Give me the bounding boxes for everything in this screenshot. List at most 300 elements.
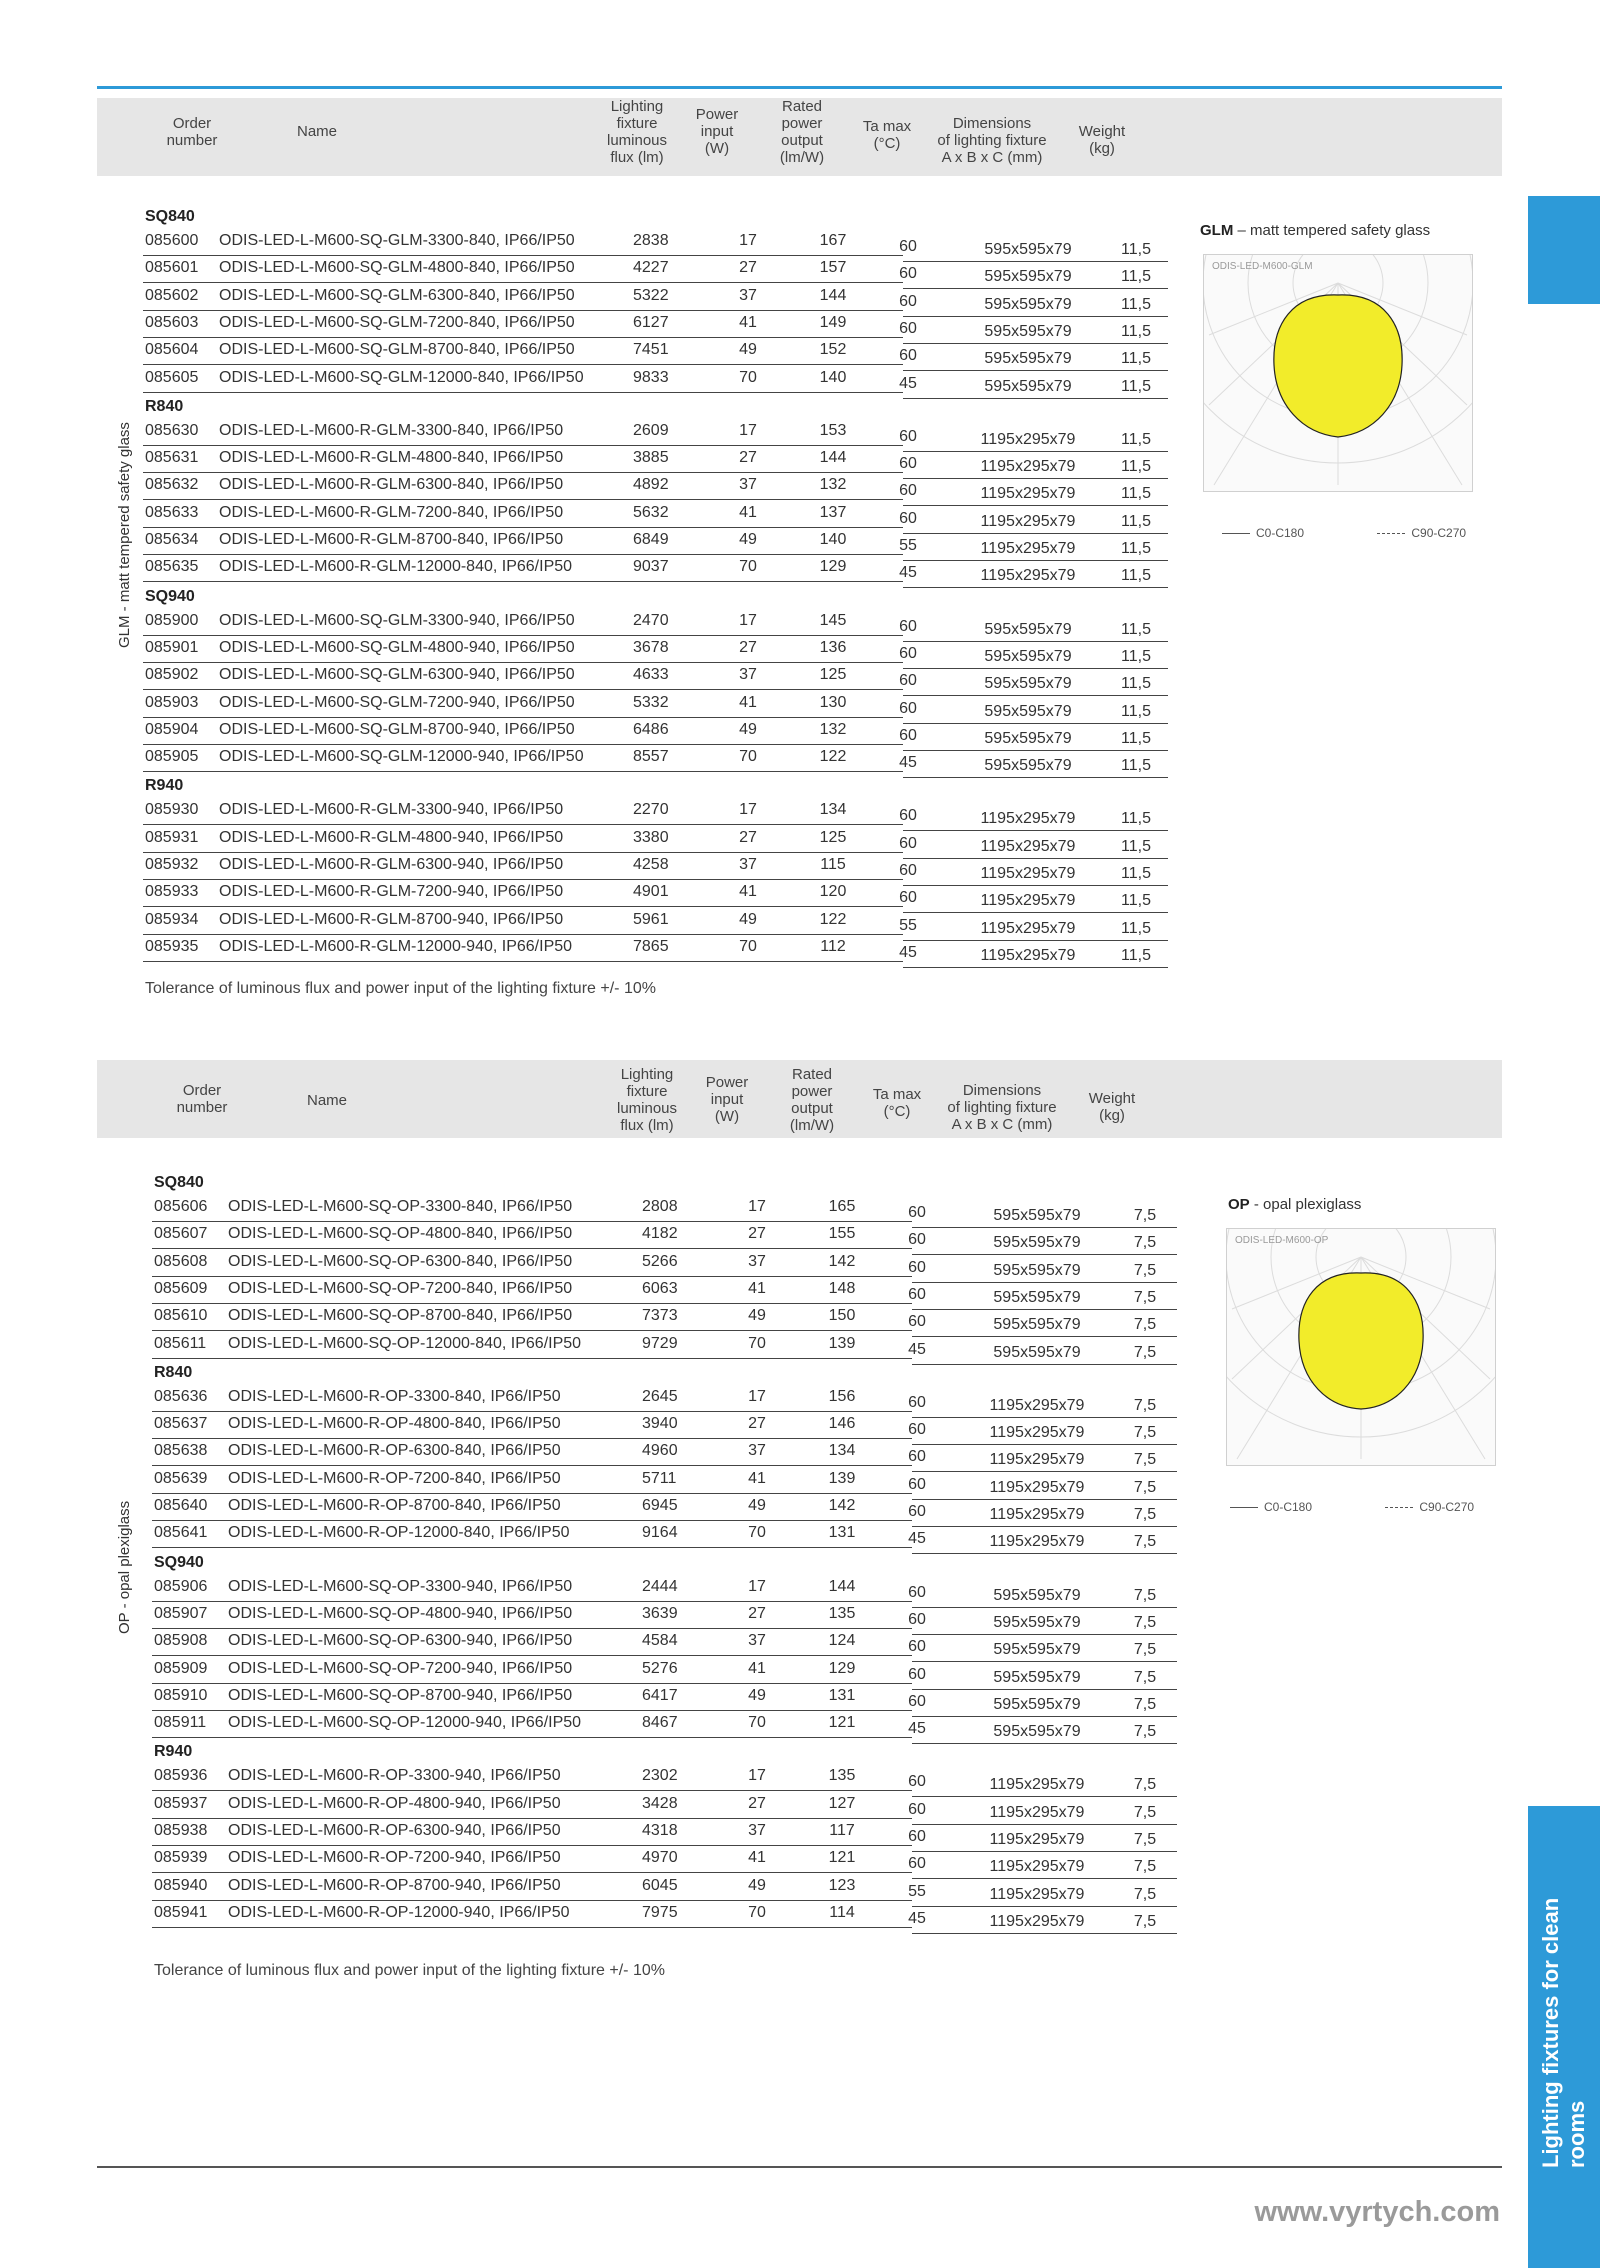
product-name: ODIS-LED-L-M600-SQ-OP-12000-840, IP66/IP50 xyxy=(228,1334,582,1352)
rated-output: 139 xyxy=(828,1334,856,1352)
table-row xyxy=(143,694,1168,721)
rated-output: 144 xyxy=(819,286,847,304)
weight: 7,5 xyxy=(1133,1506,1157,1523)
dimensions: 1195x295x79 xyxy=(989,1424,1085,1442)
table-row xyxy=(152,1307,1177,1334)
row-divider xyxy=(143,906,903,907)
group-title: R940 xyxy=(154,1743,193,1761)
dimensions: 595x595x79 xyxy=(993,1316,1081,1334)
table-row xyxy=(143,232,1168,259)
product-name: ODIS-LED-L-M600-SQ-GLM-12000-840, IP66/IP50 xyxy=(219,368,584,386)
luminous-flux: 5276 xyxy=(642,1659,678,1677)
product-name: ODIS-LED-L-M600-R-GLM-12000-940, IP66/IP50 xyxy=(219,937,573,955)
weight: 11,5 xyxy=(1121,810,1151,828)
power-input: 70 xyxy=(739,558,757,576)
row-divider xyxy=(152,1790,912,1791)
product-name: ODIS-LED-L-M600-SQ-OP-6300-840, IP66/IP50 xyxy=(228,1252,573,1270)
op-legend-c0: C0-C180 xyxy=(1264,1500,1313,1514)
th-flux-l3: luminous xyxy=(616,1100,678,1117)
table-row xyxy=(152,1253,1177,1280)
glm-side-label: GLM - matt tempered safety glass xyxy=(116,422,133,648)
th-flux-l4: flux (lm) xyxy=(620,1117,674,1134)
rated-output: 132 xyxy=(819,720,847,738)
dimensions: 1195x295x79 xyxy=(980,485,1076,503)
row-divider xyxy=(912,1553,1177,1554)
dimensions: 1195x295x79 xyxy=(980,946,1076,964)
power-input: 17 xyxy=(739,421,757,439)
power-input: 41 xyxy=(748,1469,766,1487)
ta-max: 45 xyxy=(908,1720,926,1738)
rated-output: 121 xyxy=(828,1849,856,1867)
weight: 11,5 xyxy=(1121,241,1151,258)
power-input: 70 xyxy=(739,368,757,386)
luminous-flux: 9037 xyxy=(633,558,669,576)
rated-output: 135 xyxy=(828,1767,856,1785)
table-row xyxy=(143,504,1168,531)
ta-max: 60 xyxy=(908,1692,926,1710)
weight: 7,5 xyxy=(1133,1316,1157,1334)
ta-max: 60 xyxy=(908,1231,926,1249)
th-ta-l2: (°C) xyxy=(883,1103,911,1120)
luminous-flux: 6417 xyxy=(642,1686,678,1704)
dimensions: 1195x295x79 xyxy=(980,837,1076,855)
row-divider xyxy=(152,1710,912,1711)
rated-output: 130 xyxy=(819,693,847,711)
order-number: 085941 xyxy=(154,1903,208,1921)
rated-output: 121 xyxy=(828,1714,856,1732)
dimensions: 1195x295x79 xyxy=(989,1533,1085,1551)
weight: 7,5 xyxy=(1133,1613,1157,1631)
table-row xyxy=(152,1524,1177,1551)
glm-diagram-code: GLM xyxy=(1200,222,1234,239)
rated-output: 145 xyxy=(819,611,847,629)
rated-output: 142 xyxy=(828,1252,856,1270)
row-divider xyxy=(143,499,903,500)
weight: 7,5 xyxy=(1133,1288,1157,1306)
dimensions: 1195x295x79 xyxy=(989,1451,1085,1469)
th-ta xyxy=(852,118,922,152)
order-number: 085939 xyxy=(154,1849,208,1867)
power-input: 41 xyxy=(748,1659,766,1677)
order-number: 085907 xyxy=(154,1604,208,1622)
order-number: 085934 xyxy=(145,910,199,928)
glm-legend-c90: C90-C270 xyxy=(1411,526,1467,540)
row-divider xyxy=(152,1872,912,1873)
rated-output: 114 xyxy=(829,1903,855,1921)
luminous-flux: 2302 xyxy=(642,1767,678,1785)
luminous-flux: 2609 xyxy=(633,421,669,439)
row-divider xyxy=(143,310,903,311)
legend-dashed-line-icon xyxy=(1377,533,1405,534)
weight: 7,5 xyxy=(1133,1478,1157,1496)
ta-max: 60 xyxy=(899,807,917,825)
dimensions: 595x595x79 xyxy=(993,1695,1081,1713)
group-title: R840 xyxy=(154,1363,193,1381)
rated-output: 136 xyxy=(819,638,847,656)
row-divider xyxy=(143,824,903,825)
product-name: ODIS-LED-L-M600-R-OP-6300-940, IP66/IP50 xyxy=(228,1822,561,1839)
top-rule xyxy=(97,86,1502,89)
table-row xyxy=(143,612,1168,639)
power-input: 17 xyxy=(748,1577,766,1595)
luminous-flux: 8557 xyxy=(633,748,669,766)
th-power-l3: (W) xyxy=(714,1108,740,1125)
power-input: 41 xyxy=(748,1279,766,1297)
rated-output: 115 xyxy=(820,856,846,873)
weight: 11,5 xyxy=(1121,729,1151,747)
luminous-flux: 4227 xyxy=(633,259,669,277)
row-divider xyxy=(143,879,903,880)
dimensions: 1195x295x79 xyxy=(980,567,1076,585)
rated-output: 139 xyxy=(828,1469,856,1487)
rated-output: 167 xyxy=(819,232,847,249)
product-name: ODIS-LED-L-M600-R-GLM-8700-940, IP66/IP50 xyxy=(219,910,564,928)
luminous-flux: 8467 xyxy=(642,1714,678,1732)
rated-output: 125 xyxy=(819,666,847,684)
weight: 11,5 xyxy=(1121,647,1151,665)
table-row xyxy=(152,1849,1177,1876)
rated-output: 135 xyxy=(828,1604,856,1622)
rated-output: 140 xyxy=(819,368,847,386)
glm-tolerance-note: Tolerance of luminous flux and power input of the lighting fixture +/- 10% xyxy=(145,980,656,997)
table-row xyxy=(152,1335,1177,1362)
th-power-l3: (W) xyxy=(704,140,730,157)
rated-output: 150 xyxy=(828,1307,856,1325)
ta-max: 60 xyxy=(899,319,917,337)
th-power-l1: Power xyxy=(695,106,739,123)
op-diagram-code: OP xyxy=(1228,1196,1250,1213)
weight: 11,5 xyxy=(1121,757,1151,775)
dimensions: 595x595x79 xyxy=(984,377,1072,395)
row-divider xyxy=(143,771,903,772)
power-input: 27 xyxy=(739,828,757,846)
order-number: 085901 xyxy=(145,638,199,656)
weight: 7,5 xyxy=(1133,1533,1157,1551)
luminous-flux: 4182 xyxy=(642,1225,678,1243)
row-divider xyxy=(143,554,903,555)
luminous-flux: 9833 xyxy=(633,368,669,386)
dimensions: 595x595x79 xyxy=(993,1288,1081,1306)
dimensions: 595x595x79 xyxy=(984,675,1072,693)
luminous-flux: 2808 xyxy=(642,1198,678,1215)
power-input: 49 xyxy=(739,531,757,548)
power-input: 37 xyxy=(739,476,757,494)
op-diagram-title xyxy=(1228,1196,1361,1213)
order-number: 085640 xyxy=(154,1497,208,1514)
product-name: ODIS-LED-L-M600-SQ-GLM-3300-940, IP66/IP50 xyxy=(219,611,575,629)
group-title: R940 xyxy=(145,777,184,795)
table-header-glm xyxy=(97,98,1502,176)
weight: 11,5 xyxy=(1121,567,1151,585)
rated-output: 120 xyxy=(819,883,847,901)
weight: 11,5 xyxy=(1121,350,1151,368)
ta-max: 60 xyxy=(899,834,917,852)
order-number: 085936 xyxy=(154,1767,208,1785)
table-row xyxy=(152,1714,1177,1741)
ta-max: 60 xyxy=(908,1313,926,1331)
rated-output: 149 xyxy=(819,313,847,331)
luminous-flux: 5961 xyxy=(633,910,669,928)
side-tab-top xyxy=(1528,196,1600,304)
product-name: ODIS-LED-L-M600-SQ-OP-12000-940, IP66/IP50 xyxy=(228,1714,582,1732)
luminous-flux: 6063 xyxy=(642,1279,678,1297)
order-number: 085903 xyxy=(145,693,199,711)
order-number: 085606 xyxy=(154,1198,208,1215)
th-dims-l1: Dimensions xyxy=(952,115,1032,132)
op-side-label: OP - opal plexiglass xyxy=(116,1500,133,1634)
dimensions: 1195x295x79 xyxy=(980,512,1076,530)
row-divider xyxy=(143,282,903,283)
ta-max: 60 xyxy=(899,427,917,445)
power-input: 70 xyxy=(748,1524,766,1542)
rated-output: 144 xyxy=(819,449,847,467)
ta-max: 45 xyxy=(908,1530,926,1548)
row-divider xyxy=(903,777,1168,778)
th-power xyxy=(697,1074,757,1125)
power-input: 70 xyxy=(748,1903,766,1921)
product-name: ODIS-LED-L-M600-SQ-GLM-6300-840, IP66/IP50 xyxy=(219,286,575,304)
glm-table xyxy=(143,208,1168,1008)
product-name: ODIS-LED-L-M600-SQ-OP-7200-940, IP66/IP50 xyxy=(228,1659,573,1677)
rated-output: 125 xyxy=(819,828,847,846)
table-row xyxy=(152,1660,1177,1687)
order-number: 085632 xyxy=(145,476,199,494)
dimensions: 1195x295x79 xyxy=(980,430,1076,448)
table-row xyxy=(143,856,1168,883)
th-order-l2: number xyxy=(176,1099,228,1116)
ta-max: 45 xyxy=(899,374,917,392)
th-flux-l2: fixture xyxy=(616,115,658,132)
row-divider xyxy=(143,527,903,528)
ta-max: 60 xyxy=(899,699,917,717)
table-row xyxy=(143,883,1168,910)
dimensions: 595x595x79 xyxy=(993,1261,1081,1279)
bottom-rule xyxy=(97,2166,1502,2168)
power-input: 37 xyxy=(739,666,757,684)
dimensions: 595x595x79 xyxy=(984,729,1072,747)
weight: 7,5 xyxy=(1133,1234,1157,1252)
product-name: ODIS-LED-L-M600-R-GLM-4800-940, IP66/IP50 xyxy=(219,828,564,846)
rated-output: 153 xyxy=(819,421,847,439)
row-divider xyxy=(912,1364,1177,1365)
luminous-flux: 3885 xyxy=(633,449,669,467)
luminous-flux: 3380 xyxy=(633,828,669,846)
dimensions: 1195x295x79 xyxy=(980,865,1076,882)
rated-output: 117 xyxy=(829,1822,855,1839)
power-input: 41 xyxy=(739,313,757,331)
product-name: ODIS-LED-L-M600-R-GLM-12000-840, IP66/IP50 xyxy=(219,558,573,576)
th-rated-l2: power xyxy=(781,115,823,132)
ta-max: 45 xyxy=(908,1340,926,1358)
row-divider xyxy=(152,1601,912,1602)
side-tab-line1: Lighting fixtures for clean xyxy=(1538,1897,1563,2168)
side-tab-text xyxy=(1538,1898,1590,2168)
dimensions: 1195x295x79 xyxy=(989,1506,1085,1523)
op-legend xyxy=(1230,1500,1474,1514)
order-number: 085608 xyxy=(154,1252,208,1270)
dimensions: 595x595x79 xyxy=(993,1343,1081,1361)
luminous-flux: 2645 xyxy=(642,1387,678,1405)
rated-output: 129 xyxy=(828,1659,856,1677)
th-ta-l2: (°C) xyxy=(873,135,901,152)
table-row xyxy=(152,1877,1177,1904)
rated-output: 148 xyxy=(828,1279,856,1297)
op-diagram-desc: - opal plexiglass xyxy=(1249,1196,1362,1213)
th-ta-l1: Ta max xyxy=(872,1086,922,1103)
row-divider xyxy=(143,445,903,446)
luminous-flux: 4258 xyxy=(633,856,669,873)
weight: 7,5 xyxy=(1133,1803,1157,1821)
product-name: ODIS-LED-L-M600-SQ-OP-8700-940, IP66/IP50 xyxy=(228,1686,573,1704)
row-divider xyxy=(912,1933,1177,1934)
power-input: 37 xyxy=(739,856,757,873)
rated-output: 123 xyxy=(828,1876,856,1894)
weight: 7,5 xyxy=(1133,1723,1157,1741)
th-rated xyxy=(767,98,837,166)
op-polar-graph xyxy=(1227,1229,1495,1465)
table-header-op xyxy=(97,1060,1502,1138)
ta-max: 60 xyxy=(899,726,917,744)
op-legend-c90: C90-C270 xyxy=(1419,1500,1475,1514)
order-number: 085611 xyxy=(154,1334,207,1352)
th-rated-l4: (lm/W) xyxy=(789,1117,835,1134)
luminous-flux: 2838 xyxy=(633,232,669,249)
weight: 11,5 xyxy=(1121,540,1151,557)
weight: 11,5 xyxy=(1121,377,1151,395)
product-name: ODIS-LED-L-M600-R-GLM-7200-940, IP66/IP50 xyxy=(219,883,564,901)
weight: 11,5 xyxy=(1121,458,1151,476)
dimensions: 595x595x79 xyxy=(984,620,1072,638)
row-divider xyxy=(152,1276,912,1277)
luminous-flux: 6045 xyxy=(642,1876,678,1894)
op-table xyxy=(152,1174,1177,1974)
luminous-flux: 4960 xyxy=(642,1442,678,1460)
dimensions: 595x595x79 xyxy=(984,647,1072,665)
luminous-flux: 4970 xyxy=(642,1849,678,1867)
ta-max: 60 xyxy=(899,672,917,690)
th-rated-l3: output xyxy=(781,132,823,149)
th-dims-l2: of lighting fixture xyxy=(947,1099,1057,1116)
rated-output: 134 xyxy=(828,1442,856,1460)
table-row xyxy=(143,666,1168,693)
order-number: 085638 xyxy=(154,1442,208,1460)
luminous-flux: 9164 xyxy=(642,1524,678,1542)
weight: 7,5 xyxy=(1133,1261,1157,1279)
dimensions: 1195x295x79 xyxy=(989,1858,1085,1876)
ta-max: 60 xyxy=(908,1828,926,1845)
table-row xyxy=(143,341,1168,368)
product-name: ODIS-LED-L-M600-R-OP-8700-840, IP66/IP50 xyxy=(228,1497,561,1514)
ta-max: 60 xyxy=(908,1855,926,1873)
row-divider xyxy=(143,364,903,365)
table-row xyxy=(152,1605,1177,1632)
luminous-flux: 6849 xyxy=(633,531,669,548)
th-flux xyxy=(592,98,682,166)
power-input: 37 xyxy=(748,1252,766,1270)
row-divider xyxy=(152,1221,912,1222)
dimensions: 595x595x79 xyxy=(984,757,1072,775)
ta-max: 60 xyxy=(899,482,917,500)
power-input: 70 xyxy=(748,1714,766,1732)
row-divider xyxy=(143,961,903,962)
group-title: SQ940 xyxy=(145,587,195,605)
power-input: 17 xyxy=(739,801,757,819)
order-number: 085908 xyxy=(154,1632,208,1650)
rated-output: 146 xyxy=(828,1415,856,1433)
glm-intensity-shape xyxy=(1274,295,1402,437)
rated-output: 122 xyxy=(819,748,847,766)
dimensions: 1195x295x79 xyxy=(989,1396,1085,1414)
order-number: 085932 xyxy=(145,856,199,873)
power-input: 27 xyxy=(739,449,757,467)
ta-max: 60 xyxy=(908,1773,926,1791)
website-url: www.vyrtych.com xyxy=(1254,2196,1500,2228)
th-order-l1: Order xyxy=(172,115,212,132)
rated-output: 155 xyxy=(828,1225,856,1243)
side-tab-line2: rooms xyxy=(1564,2100,1589,2168)
product-name: ODIS-LED-L-M600-R-GLM-6300-840, IP66/IP50 xyxy=(219,476,564,494)
row-divider xyxy=(152,1845,912,1846)
table-row xyxy=(143,748,1168,775)
product-name: ODIS-LED-L-M600-R-OP-12000-940, IP66/IP50 xyxy=(228,1903,570,1921)
ta-max: 45 xyxy=(899,754,917,772)
dimensions: 1195x295x79 xyxy=(989,1803,1085,1821)
rated-output: 152 xyxy=(819,341,847,359)
row-divider xyxy=(143,392,903,393)
luminous-flux: 3428 xyxy=(642,1794,678,1812)
glm-polar-graph xyxy=(1204,255,1472,491)
th-weight-l1: Weight xyxy=(1078,123,1126,140)
weight: 11,5 xyxy=(1121,485,1151,503)
table-row xyxy=(143,422,1168,449)
th-dims-l2: of lighting fixture xyxy=(937,132,1047,149)
power-input: 37 xyxy=(748,1822,766,1839)
th-power-l2: input xyxy=(700,123,734,140)
dimensions: 1195x295x79 xyxy=(980,919,1076,937)
row-divider xyxy=(143,337,903,338)
ta-max: 60 xyxy=(899,292,917,310)
weight: 7,5 xyxy=(1133,1912,1157,1930)
weight: 11,5 xyxy=(1121,837,1151,855)
ta-max: 45 xyxy=(908,1909,926,1927)
ta-max: 60 xyxy=(908,1638,926,1656)
luminous-flux: 9729 xyxy=(642,1334,678,1352)
glm-diagram-desc: – matt tempered safety glass xyxy=(1233,222,1431,239)
ta-max: 60 xyxy=(908,1665,926,1683)
th-name xyxy=(277,123,357,140)
power-input: 17 xyxy=(748,1387,766,1405)
order-number: 085636 xyxy=(154,1387,208,1405)
row-divider xyxy=(152,1927,912,1928)
ta-max: 55 xyxy=(899,916,917,934)
dimensions: 595x595x79 xyxy=(993,1613,1081,1631)
row-divider xyxy=(152,1547,912,1548)
power-input: 70 xyxy=(748,1334,766,1352)
power-input: 41 xyxy=(739,693,757,711)
product-name: ODIS-LED-L-M600-SQ-GLM-12000-940, IP66/IP50 xyxy=(219,748,584,766)
product-name: ODIS-LED-L-M600-SQ-OP-4800-840, IP66/IP50 xyxy=(228,1225,573,1243)
order-number: 085602 xyxy=(145,286,199,304)
order-number: 085609 xyxy=(154,1279,208,1297)
row-divider xyxy=(152,1358,912,1359)
th-name-text: Name xyxy=(296,123,337,140)
table-row xyxy=(143,558,1168,585)
luminous-flux: 5632 xyxy=(633,503,669,521)
product-name: ODIS-LED-L-M600-SQ-OP-8700-840, IP66/IP50 xyxy=(228,1307,573,1325)
row-divider xyxy=(143,662,903,663)
row-divider xyxy=(903,587,1168,588)
th-name-text: Name xyxy=(306,1092,347,1109)
